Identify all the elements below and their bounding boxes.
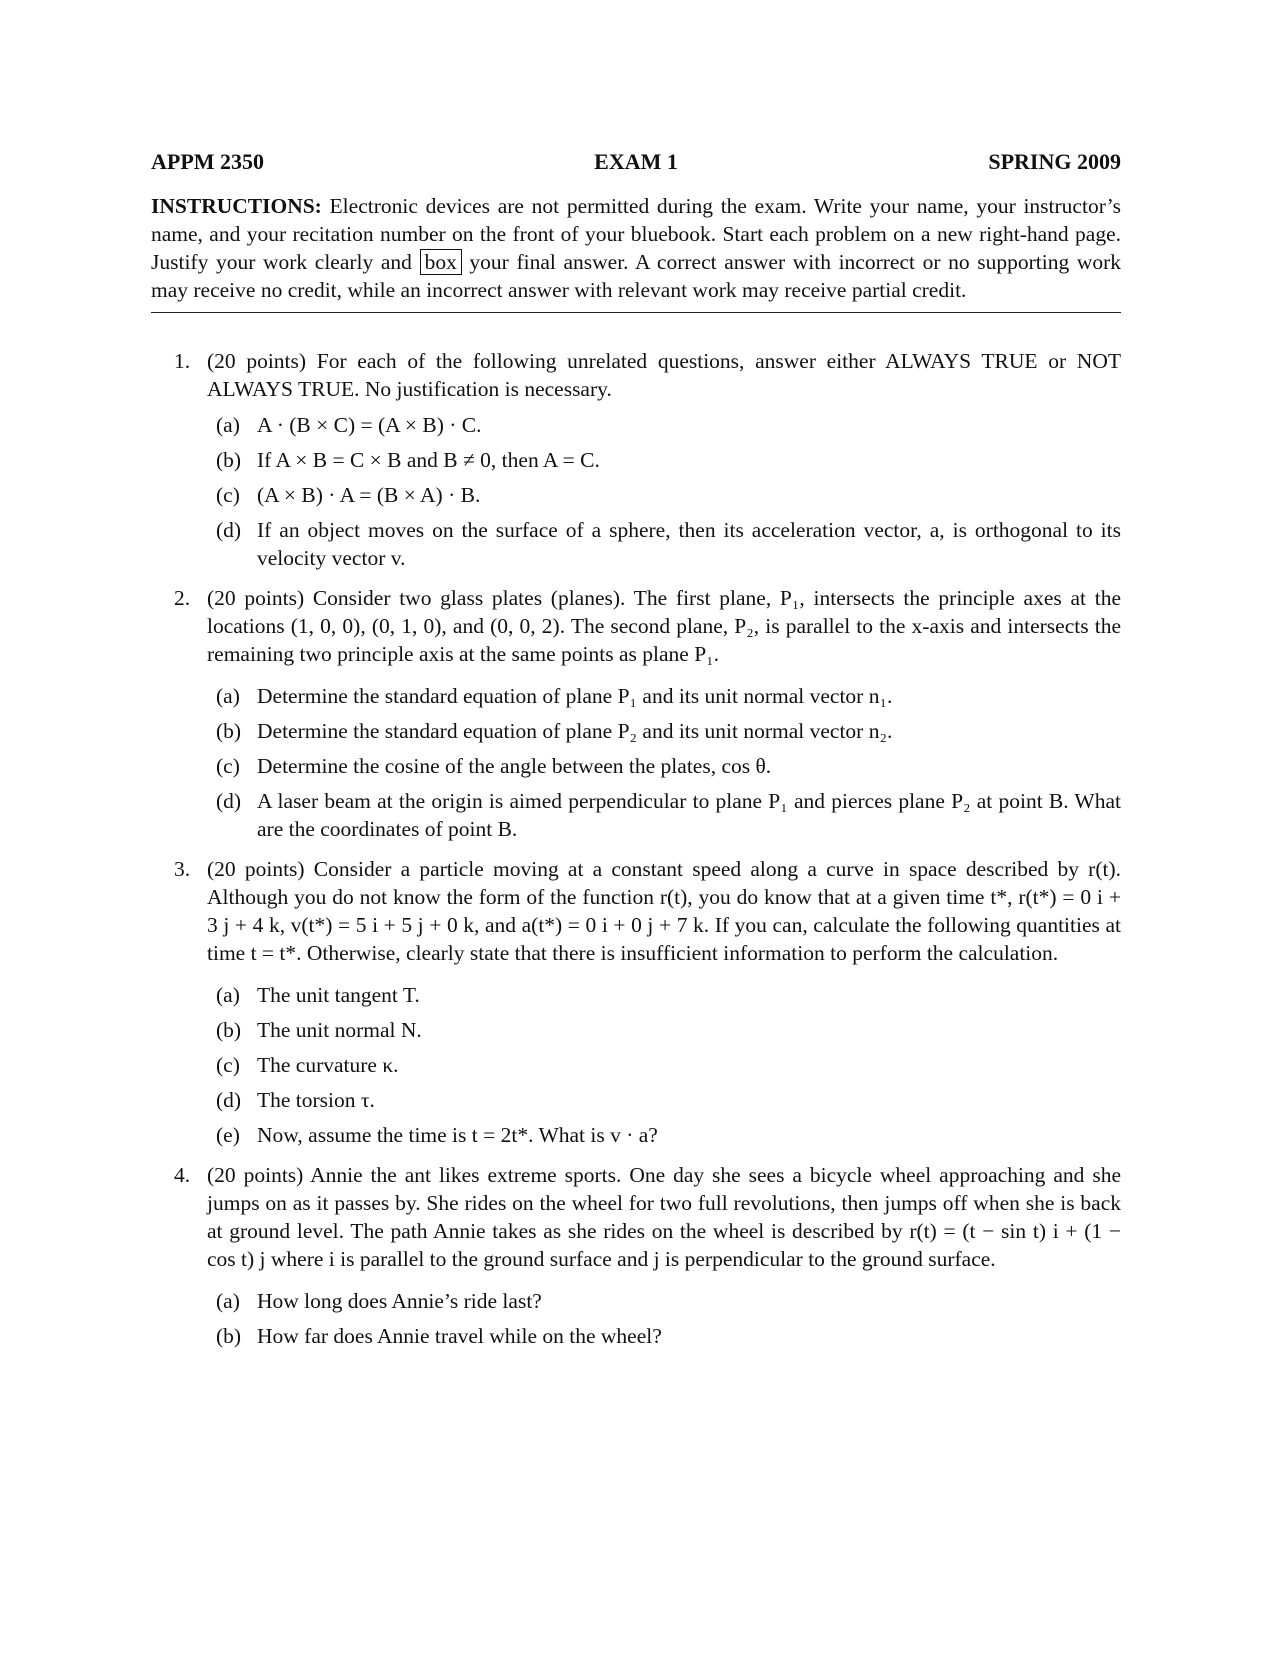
part-item <box>216 1322 1121 1350</box>
problem-number: 4. <box>174 1163 191 1187</box>
part-label: (e) <box>216 1123 240 1147</box>
part-item <box>216 981 1121 1009</box>
part-text: Determine the cosine of the angle between the plates, cos θ. <box>257 754 772 778</box>
part-label: (a) <box>216 983 240 1007</box>
problem-parts <box>216 981 1121 1149</box>
part-text: If A × B = C × B and B ≠ 0, then A = C. <box>257 448 600 472</box>
problem-parts <box>216 682 1121 843</box>
part-label: (b) <box>216 1018 242 1042</box>
part-item <box>216 446 1121 474</box>
part-text: The curvature κ. <box>257 1053 399 1077</box>
part-label: (d) <box>216 789 242 813</box>
course-code: APPM 2350 <box>151 149 265 174</box>
part-item <box>216 787 1121 843</box>
part-label: (a) <box>216 684 240 708</box>
problem-parts <box>216 1287 1121 1350</box>
part-label: (a) <box>216 413 240 437</box>
exam-header <box>151 148 1121 182</box>
part-item <box>216 1121 1121 1149</box>
instructions-label: INSTRUCTIONS: <box>151 194 322 218</box>
part-text: Now, assume the time is t = 2t*. What is v · a? <box>257 1123 658 1147</box>
part-item <box>216 516 1121 572</box>
problem-2 <box>174 584 1121 843</box>
exam-term: SPRING 2009 <box>988 149 1121 174</box>
problem-number: 1. <box>174 349 191 373</box>
part-label: (a) <box>216 1289 240 1313</box>
part-label: (b) <box>216 1324 242 1348</box>
part-text: Determine the standard equation of plane P₁ and its unit normal vector n₁. <box>257 684 893 708</box>
problem-text: (20 points) For each of the following unrelated questions, answer either ALWAYS TRUE or NOT ALWAYS TRUE. No justification is necessary. <box>207 349 1121 401</box>
part-label: (b) <box>216 719 242 743</box>
part-text: How long does Annie’s ride last? <box>257 1289 542 1313</box>
part-text: A laser beam at the origin is aimed perpendicular to plane P₁ and pierces plane P₂ at point B. What are the coordinates of point B. <box>257 789 1121 841</box>
part-text: (A × B) · A = (B × A) · B. <box>257 483 481 507</box>
problem-parts <box>216 411 1121 572</box>
exam-page <box>151 148 1121 1357</box>
problem-text: (20 points) Consider two glass plates (planes). The first plane, P₁, intersects the principle axes at the locations (1, 0, 0), (0, 1, 0), and (0, 0, 2). The second plane, P₂, is parallel to the x-axis and intersects the remaining two principle axis at the same points as plane P₁. <box>207 586 1121 666</box>
problem-3 <box>174 855 1121 1149</box>
exam-title: EXAM 1 <box>594 149 678 174</box>
instructions-text-2: your final answer. A correct answer with incorrect or no supporting work may receive no credit, while an incorrect answer with relevant work may receive partial credit. <box>151 250 1122 302</box>
part-item <box>216 1086 1121 1114</box>
part-item <box>216 1051 1121 1079</box>
part-label: (d) <box>216 1088 242 1112</box>
problem-text: (20 points) Annie the ant likes extreme sports. One day she sees a bicycle wheel approaching and she jumps on as it passes by. She rides on the wheel for two full revolutions, then jumps off when she is back at ground level. The path Annie takes as she rides on the wheel is described by r(t) = (t − sin t) i + (1 − cos t) j where i is parallel to the ground surface and j is perpendicular to the ground surface. <box>207 1163 1121 1271</box>
part-text: The unit tangent T. <box>257 983 420 1007</box>
part-label: (b) <box>216 448 242 472</box>
instructions <box>151 192 1121 304</box>
problem-number: 2. <box>174 586 191 610</box>
instructions-text-1: Electronic devices are not permitted during the exam. Write your name, your instructor’s name, and your recitation number on the front of your bluebook. Start each problem on a new right-hand page. Justify your work clearly and <box>151 194 1121 274</box>
problem-number: 3. <box>174 857 191 881</box>
part-item <box>216 682 1121 710</box>
part-text: Determine the standard equation of plane P₂ and its unit normal vector n₂. <box>257 719 893 743</box>
part-label: (c) <box>216 483 240 507</box>
part-item <box>216 1287 1121 1315</box>
part-label: (c) <box>216 754 240 778</box>
part-item <box>216 481 1121 509</box>
part-item <box>216 1016 1121 1044</box>
problem-4 <box>174 1161 1121 1350</box>
problem-1 <box>174 347 1121 572</box>
part-text: The unit normal N. <box>257 1018 422 1042</box>
part-text: The torsion τ. <box>257 1088 375 1112</box>
part-label: (c) <box>216 1053 240 1077</box>
problem-text: (20 points) Consider a particle moving at a constant speed along a curve in space described by r(t). Although you do not know the form of the function r(t), you do know that at a given time t*, r(t*) = 0 i + 3 j + 4 k, v(t*) = 5 i + 5 j + 0 k, and a(t*) = 0 i + 0 j + 7 k. If you can, calculate the following quantities at time t = t*. Otherwise, clearly state that there is insufficient information to perform the calculation. <box>207 857 1121 965</box>
part-text: A · (B × C) = (A × B) · C. <box>257 413 482 437</box>
part-text: If an object moves on the surface of a sphere, then its acceleration vector, a, is orthogonal to its velocity vector v. <box>257 518 1121 570</box>
divider <box>151 312 1121 313</box>
boxed-word: box <box>420 249 462 275</box>
part-item <box>216 717 1121 745</box>
part-item <box>216 411 1121 439</box>
part-text: How far does Annie travel while on the wheel? <box>257 1324 662 1348</box>
part-item <box>216 752 1121 780</box>
part-label: (d) <box>216 518 242 542</box>
